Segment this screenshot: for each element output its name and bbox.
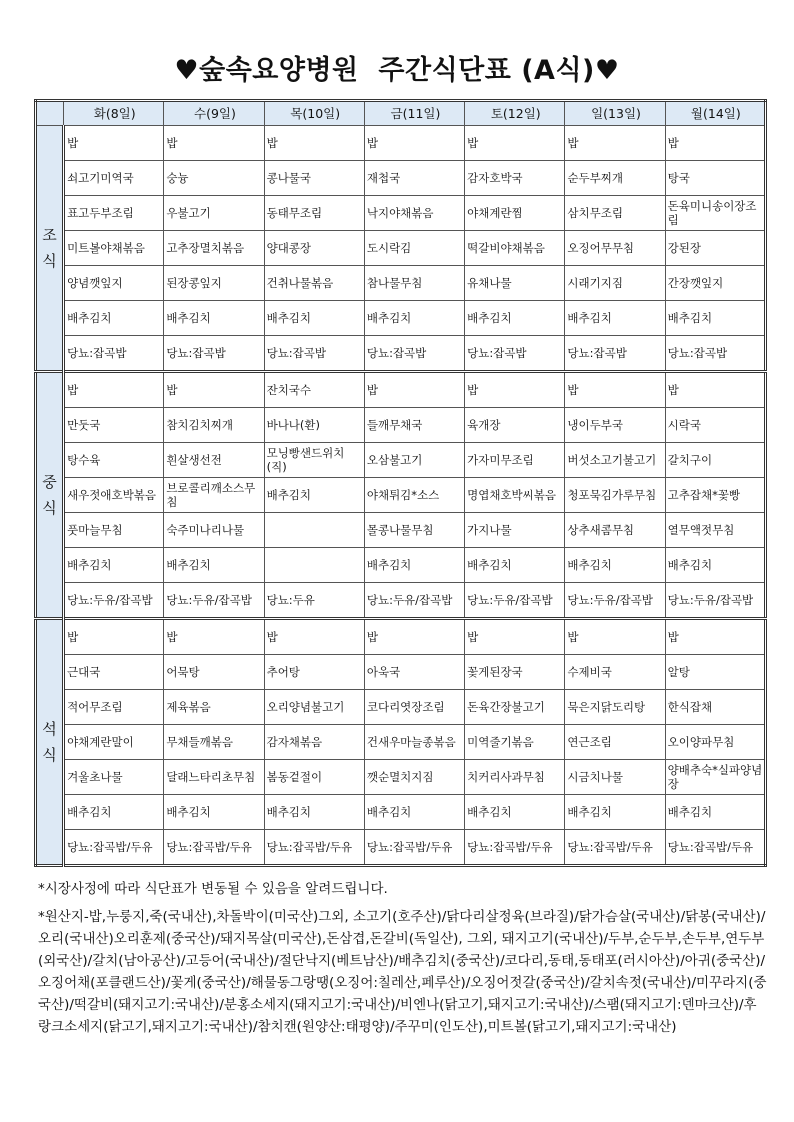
menu-cell: 밥 [164, 619, 264, 655]
menu-cell: 배추김치 [665, 548, 765, 583]
menu-cell: 갈치구이 [665, 443, 765, 478]
menu-cell: 육개장 [465, 408, 565, 443]
menu-cell: 어묵탕 [164, 655, 264, 690]
menu-cell: 아욱국 [364, 655, 464, 690]
menu-cell: 우불고기 [164, 196, 264, 231]
menu-cell: 당뇨:두유/잡곡밥 [565, 583, 665, 619]
menu-cell: 가자미무조림 [465, 443, 565, 478]
menu-cell [264, 548, 364, 583]
menu-cell: 순두부찌개 [565, 161, 665, 196]
menu-cell: 건취나물볶음 [264, 266, 364, 301]
menu-cell: 배추김치 [164, 795, 264, 830]
menu-cell: 낙지야채볶음 [364, 196, 464, 231]
menu-cell: 돈육간장불고기 [465, 690, 565, 725]
menu-row [36, 443, 766, 478]
menu-cell: 재첩국 [364, 161, 464, 196]
day-header: 금(11일) [364, 101, 464, 126]
menu-cell: 당뇨:잡곡밥/두유 [264, 830, 364, 866]
menu-cell: 간장깻잎지 [665, 266, 765, 301]
menu-cell: 배추김치 [364, 548, 464, 583]
menu-cell: 몰콩나물무침 [364, 513, 464, 548]
menu-cell: 배추김치 [465, 795, 565, 830]
menu-cell: 배추김치 [565, 795, 665, 830]
menu-row [36, 690, 766, 725]
menu-cell: 밥 [364, 126, 464, 161]
menu-cell: 새우젓애호박볶음 [64, 478, 164, 513]
menu-cell: 배추김치 [64, 795, 164, 830]
menu-cell: 참나물무침 [364, 266, 464, 301]
menu-cell: 브로콜리깨소스무침 [164, 478, 264, 513]
day-header: 화(8일) [64, 101, 164, 126]
menu-cell: 양대콩장 [264, 231, 364, 266]
menu-cell: 밥 [364, 619, 464, 655]
menu-cell: 적어무조림 [64, 690, 164, 725]
menu-cell: 강된장 [665, 231, 765, 266]
menu-cell: 감자호박국 [465, 161, 565, 196]
menu-cell: 상추새콤무침 [565, 513, 665, 548]
weekly-menu-table [34, 99, 767, 867]
menu-cell: 제육볶음 [164, 690, 264, 725]
menu-cell: 야채계란찜 [465, 196, 565, 231]
menu-cell: 연근조림 [565, 725, 665, 760]
day-header: 일(13일) [565, 101, 665, 126]
menu-cell: 당뇨:잡곡밥 [665, 336, 765, 372]
meal-label: 석 식 [36, 619, 64, 866]
menu-cell: 당뇨:잡곡밥/두유 [64, 830, 164, 866]
change-notice: *시장사정에 따라 식단표가 변동될 수 있음을 알려드립니다. [38, 881, 388, 897]
menu-cell: 배추김치 [164, 301, 264, 336]
menu-row [36, 478, 766, 513]
menu-cell: 밥 [164, 372, 264, 408]
menu-cell: 야채계란말이 [64, 725, 164, 760]
menu-row [36, 372, 766, 408]
menu-cell: 바나나(환) [264, 408, 364, 443]
menu-cell: 탕국 [665, 161, 765, 196]
menu-cell: 배추김치 [565, 301, 665, 336]
menu-cell: 당뇨:잡곡밥 [565, 336, 665, 372]
menu-cell: 당뇨:잡곡밥/두유 [565, 830, 665, 866]
menu-cell: 떡갈비야채볶음 [465, 231, 565, 266]
menu-cell: 무채들깨볶음 [164, 725, 264, 760]
menu-cell: 흰살생선전 [164, 443, 264, 478]
menu-row [36, 196, 766, 231]
menu-cell: 밥 [64, 126, 164, 161]
menu-cell: 추어탕 [264, 655, 364, 690]
menu-cell: 풋마늘무침 [64, 513, 164, 548]
menu-cell: 당뇨:잡곡밥 [64, 336, 164, 372]
menu-cell: 봄동겉절이 [264, 760, 364, 795]
menu-cell: 버섯소고기불고기 [565, 443, 665, 478]
menu-cell: 밥 [64, 619, 164, 655]
menu-cell: 밥 [665, 619, 765, 655]
menu-row [36, 266, 766, 301]
menu-cell: 밥 [164, 126, 264, 161]
menu-cell: 당뇨:잡곡밥 [364, 336, 464, 372]
menu-cell: 시금치나물 [565, 760, 665, 795]
menu-cell: 배추김치 [264, 795, 364, 830]
menu-cell: 달래느타리초무침 [164, 760, 264, 795]
menu-cell: 삼치무조림 [565, 196, 665, 231]
menu-cell: 알탕 [665, 655, 765, 690]
menu-cell: 밥 [565, 126, 665, 161]
menu-row [36, 830, 766, 866]
menu-row [36, 301, 766, 336]
menu-cell: 밥 [264, 126, 364, 161]
menu-cell: 배추김치 [465, 301, 565, 336]
meal-label: 조 식 [36, 126, 64, 372]
menu-cell: 배추김치 [665, 795, 765, 830]
menu-row [36, 548, 766, 583]
menu-cell: 당뇨:잡곡밥/두유 [164, 830, 264, 866]
menu-cell: 잔치국수 [264, 372, 364, 408]
menu-row [36, 725, 766, 760]
menu-cell: 양배추숙*실파양념장 [665, 760, 765, 795]
menu-cell: 유채나물 [465, 266, 565, 301]
menu-cell: 돈육미니송이장조림 [665, 196, 765, 231]
menu-cell: 한식잡채 [665, 690, 765, 725]
menu-row [36, 655, 766, 690]
menu-cell: 오징어무무침 [565, 231, 665, 266]
menu-cell: 깻순멸치지짐 [364, 760, 464, 795]
menu-cell: 수제비국 [565, 655, 665, 690]
menu-cell: 숙주미나리나물 [164, 513, 264, 548]
menu-cell: 배추김치 [264, 301, 364, 336]
menu-cell: 밥 [364, 372, 464, 408]
day-header: 토(12일) [465, 101, 565, 126]
menu-cell: 당뇨:잡곡밥 [465, 336, 565, 372]
menu-cell: 밥 [465, 372, 565, 408]
menu-cell: 감자채볶음 [264, 725, 364, 760]
menu-cell: 오리양념불고기 [264, 690, 364, 725]
menu-cell: 배추김치 [465, 548, 565, 583]
menu-cell: 배추김치 [264, 478, 364, 513]
menu-cell: 당뇨:잡곡밥/두유 [665, 830, 765, 866]
menu-cell: 당뇨:두유/잡곡밥 [364, 583, 464, 619]
menu-cell: 겨울초나물 [64, 760, 164, 795]
menu-cell: 들깨무채국 [364, 408, 464, 443]
menu-cell: 배추김치 [665, 301, 765, 336]
menu-row [36, 760, 766, 795]
menu-cell: 당뇨:잡곡밥/두유 [364, 830, 464, 866]
menu-cell: 밥 [665, 372, 765, 408]
menu-cell: 당뇨:두유/잡곡밥 [665, 583, 765, 619]
menu-cell: 된장콩잎지 [164, 266, 264, 301]
menu-cell: 당뇨:잡곡밥 [164, 336, 264, 372]
menu-cell: 배추김치 [64, 301, 164, 336]
menu-row [36, 513, 766, 548]
meal-label: 중 식 [36, 372, 64, 619]
menu-row [36, 619, 766, 655]
menu-cell: 밥 [665, 126, 765, 161]
menu-row [36, 336, 766, 372]
menu-cell: 당뇨:두유/잡곡밥 [164, 583, 264, 619]
menu-cell: 근대국 [64, 655, 164, 690]
menu-cell: 당뇨:두유/잡곡밥 [465, 583, 565, 619]
day-header: 수(9일) [164, 101, 264, 126]
menu-cell: 코다리엿장조림 [364, 690, 464, 725]
menu-cell: 밥 [465, 126, 565, 161]
menu-cell: 청포묵김가루무침 [565, 478, 665, 513]
menu-cell: 양념깻잎지 [64, 266, 164, 301]
menu-cell: 배추김치 [64, 548, 164, 583]
menu-cell: 밥 [465, 619, 565, 655]
menu-cell: 콩나물국 [264, 161, 364, 196]
menu-cell: 쇠고기미역국 [64, 161, 164, 196]
menu-cell: 참치김치찌개 [164, 408, 264, 443]
menu-cell: 도시락김 [364, 231, 464, 266]
menu-cell: 밥 [64, 372, 164, 408]
menu-row [36, 408, 766, 443]
menu-cell: 만둣국 [64, 408, 164, 443]
menu-cell: 오삼불고기 [364, 443, 464, 478]
menu-cell: 당뇨:두유/잡곡밥 [64, 583, 164, 619]
day-header-row [36, 101, 766, 126]
menu-cell: 오이양파무침 [665, 725, 765, 760]
menu-row [36, 126, 766, 161]
menu-cell: 시래기지짐 [565, 266, 665, 301]
menu-cell: 치커리사과무침 [465, 760, 565, 795]
menu-cell [264, 513, 364, 548]
menu-cell: 열무액젓무침 [665, 513, 765, 548]
menu-cell: 명엽채호박씨볶음 [465, 478, 565, 513]
menu-cell: 배추김치 [164, 548, 264, 583]
day-header: 목(10일) [264, 101, 364, 126]
menu-cell: 당뇨:잡곡밥 [264, 336, 364, 372]
menu-cell: 밥 [264, 619, 364, 655]
notes [38, 878, 768, 1038]
menu-cell: 꽃게된장국 [465, 655, 565, 690]
menu-cell: 표고두부조림 [64, 196, 164, 231]
menu-cell: 미트볼야채볶음 [64, 231, 164, 266]
menu-cell: 당뇨:잡곡밥/두유 [465, 830, 565, 866]
header-corner [36, 101, 64, 126]
menu-cell: 야채튀김*소스 [364, 478, 464, 513]
menu-cell: 고추잡채*꽃빵 [665, 478, 765, 513]
menu-cell: 밥 [565, 372, 665, 408]
menu-cell: 숭늉 [164, 161, 264, 196]
menu-cell: 배추김치 [364, 301, 464, 336]
menu-row [36, 795, 766, 830]
menu-cell: 배추김치 [364, 795, 464, 830]
menu-cell: 배추김치 [565, 548, 665, 583]
menu-row [36, 161, 766, 196]
menu-cell: 건새우마늘종볶음 [364, 725, 464, 760]
day-header: 월(14일) [665, 101, 765, 126]
menu-cell: 고추장멸치볶음 [164, 231, 264, 266]
menu-cell: 모닝빵샌드위치(직) [264, 443, 364, 478]
menu-cell: 당뇨:두유 [264, 583, 364, 619]
menu-cell: 탕수육 [64, 443, 164, 478]
menu-cell: 밥 [565, 619, 665, 655]
menu-cell: 시락국 [665, 408, 765, 443]
menu-cell: 냉이두부국 [565, 408, 665, 443]
menu-cell: 동태무조림 [264, 196, 364, 231]
menu-cell: 묵은지닭도리탕 [565, 690, 665, 725]
menu-cell: 미역줄기볶음 [465, 725, 565, 760]
menu-cell: 가지나물 [465, 513, 565, 548]
menu-row [36, 231, 766, 266]
menu-row [36, 583, 766, 619]
origin-info: *원산지-밥,누룽지,죽(국내산),차돌박이(미국산)그외, 소고기(호주산)/닭다리살정육(브라질)/닭가슴살(국내산)/닭봉(국내산)/오리(국내산)오리훈제(중국산)/돼지목살(미국산),돈삼겹,돈갈비(독일산), 그외, 돼지고기(국내산)/두부,순두부,손두부,연두부(외국산)/갈치(남아공산)/고등어(국내산)/절단낙지(베트남산)/배추김치(중국산)/코다리,동태,동태포(러시아산)/아귀(중국산)/오징어채(포클랜드산)/꽃게(중국산)/해물동그랑땡(오징어:칠레산,페루산)/오징어젓갈(중국산)/갈치속젓(국내산)/미꾸라지(중국산)/떡갈비(돼지고기:국내산)/분홍소세지(돼지고기:국내산)/비엔나(닭고기,돼지고기:국내산)/스팸(돼지고기:덴마크산)/후랑크소세지(닭고기,돼지고기:국내산)/참치캔(원양산:태평양)/주꾸미(인도산),미트볼(닭고기,돼지고기:국내산) [38, 909, 767, 1035]
page-title: ♥숲속요양병원 주간식단표 (A식)♥ [174, 55, 620, 86]
